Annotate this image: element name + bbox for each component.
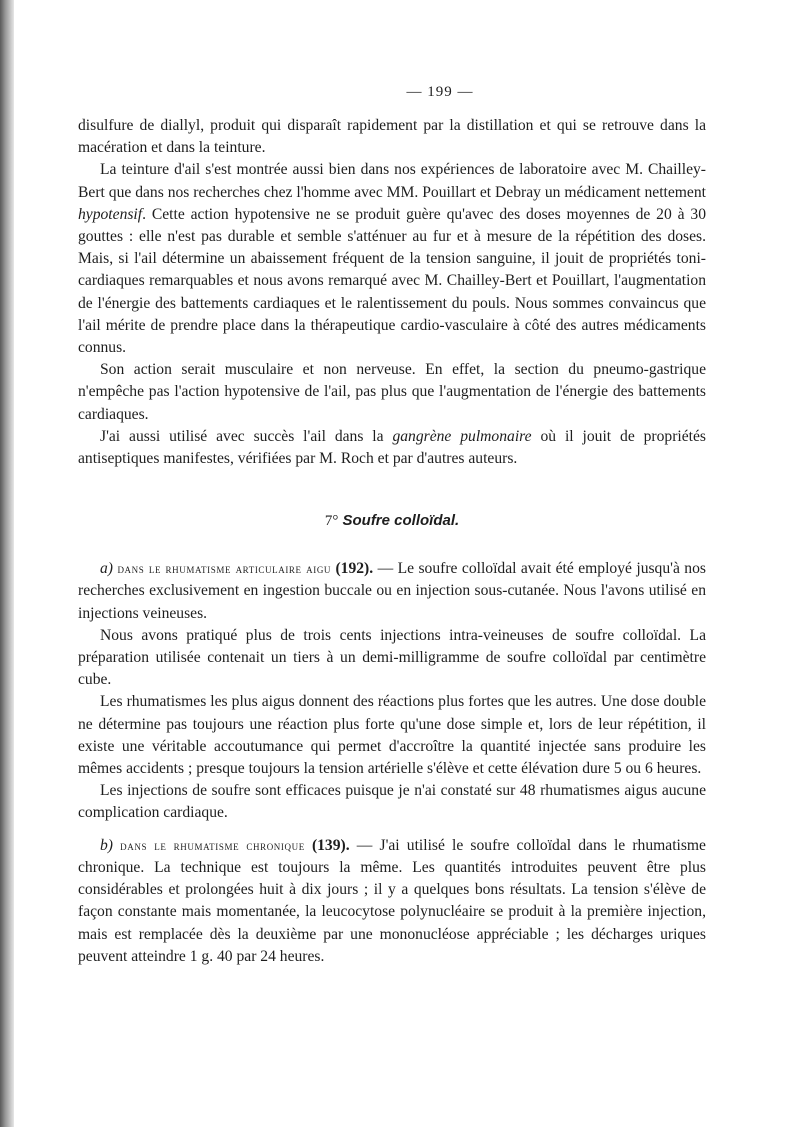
paragraph-muscular-action: Son action serait musculaire et non nerveuse. En effet, la section du pneumo-gastrique n'empêche pas l'action hypotensive de l'ail, pas plus que l'augmentation de l'énergie des battements cardiaques.: [78, 361, 706, 423]
page-number: — 199 —: [406, 84, 474, 100]
reference-number: (192).: [335, 560, 374, 578]
subsection-b: [78, 835, 706, 968]
italic-term-gangrene: gangrène pulmonaire: [392, 427, 532, 445]
text-run: — J'ai utilisé le soufre colloïdal dans le rhumatisme chronique. La technique est toujours la même. Les quantités introduites peuvent être plus considérables et prolongées huit à dix jours ; il y a quelques bons résultats. La tension s'élève de façon constante mais momentanée, la leucocytose polynucléaire se produit à la première injection, mais est remplacée dès la deuxième par une mononucléose appréciable ; les décharges uriques peuvent atteindre 1 g. 40 par 24 heures.: [78, 836, 706, 965]
text-run: J'ai aussi utilisé avec succès l'ail dans la: [100, 427, 393, 445]
subsection-letter: b): [100, 836, 113, 854]
reference-number: (139).: [311, 836, 350, 854]
subsection-heading: dans le rhumatisme articulaire aigu: [117, 561, 332, 577]
paragraph-pulmonary-gangrene: [78, 426, 706, 470]
text-run: . Cette action hypotensive ne se produit guère qu'avec des doses moyennes de 20 à 30 gouttes : elle n'est pas durable et semble s'atténuer au fur et à mesure de la répétition des doses. Mais, si l'ail détermine un abaissement fréquent de la tension sanguine, il jouit de propriétés toni-cardiaques remarquables et nous avons remarqué avec M. Chailley-Bert et Pouillart, l'augmentation de l'énergie des battements cardiaques et le ralentissement du pouls. Nous sommes convaincus que l'ail mérite de prendre place dans la thérapeutique cardio-vasculaire à côté des autres médicaments connus.: [78, 205, 706, 357]
page-gutter-shadow: [0, 0, 14, 1127]
paragraph-injections: Nous avons pratiqué plus de trois cents injections intra-veineuses de soufre colloïdal. La préparation utilisée contenait un tiers à un demi-milligramme de soufre colloïdal par centimètre cube.: [78, 626, 706, 689]
text-run: — Le soufre colloïdal avait été employé jusqu'à nos recherches exclusivement en ingestion buccale ou en injection sous-cutanée. Nous l'avons utilisé en injections veineuses.: [78, 560, 706, 622]
paragraph-reactions: Les rhumatismes les plus aigus donnent des réactions plus fortes que les autres. Une dose double ne détermine pas toujours une réaction plus forte qu'une dose simple et, lors de leur répétition, il existe une véritable accoutumance qui permet d'accroître la quantité injectée sans produire les mêmes accidents ; presque toujours la tension artérielle s'élève et cette élévation dure 5 ou 6 heures.: [78, 693, 706, 778]
subsection-heading: dans le rhumatisme chronique: [120, 837, 305, 853]
paragraph-continuation: disulfure de diallyl, produit qui disparaît rapidement par la distillation et qui se retrouve dans la macération et dans la teinture.: [78, 117, 706, 157]
subsection-letter: a): [100, 560, 113, 578]
section-heading: [78, 512, 706, 530]
subsection-a: [78, 558, 706, 625]
paragraph-garlic-tincture: [78, 159, 706, 359]
text-run: où il jouit de propriétés antiseptiques manifestes, vérifiées par M. Roch et par d'autres auteurs.: [78, 427, 706, 468]
text-run: La teinture d'ail s'est montrée aussi bien dans nos expériences de laboratoire avec M. Chailley-Bert que dans nos recherches chez l'homme avec MM. Pouillart et Debray un médicament nettement: [78, 161, 706, 201]
section-number: 7°: [324, 513, 339, 530]
paragraph-efficacy: Les injections de soufre sont efficaces puisque je n'ai constaté sur 48 rhumatismes aigus aucune complication cardiaque.: [78, 782, 706, 822]
italic-term-hypotensif: hypotensif: [78, 205, 143, 223]
section-title: Soufre colloïdal.: [342, 512, 460, 530]
document-page: [78, 84, 706, 968]
